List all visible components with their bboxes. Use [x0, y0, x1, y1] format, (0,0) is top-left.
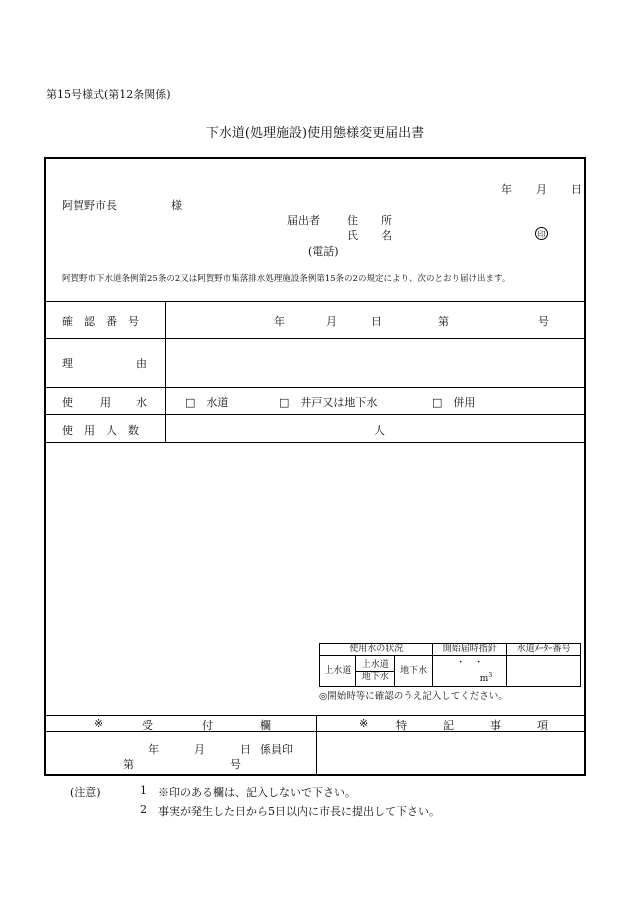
special-header-b: 記 — [443, 719, 454, 732]
name-label-a: 氏 — [347, 229, 358, 242]
confirm-year: 年 — [274, 315, 285, 328]
statement-text: 阿賀野市下水道条例第25条の2又は阿賀野市集落排水処理施設条例第15条の2の規定により、次のとおり届け出ます。 — [62, 274, 511, 284]
special-header-c: 事 — [490, 719, 501, 732]
reception-day: 日 — [240, 743, 251, 756]
meter-cell-josuido: 上水道 — [320, 656, 356, 687]
form-number: 第15号様式(第12条関係) — [46, 88, 171, 101]
honorific: 様 — [171, 199, 182, 212]
rule — [46, 338, 584, 339]
address-label-a: 住 — [347, 214, 358, 227]
reason-label-a: 理 — [62, 357, 73, 370]
reception-mark: ※ — [94, 717, 104, 730]
reception-dai: 第 — [123, 758, 134, 771]
meter-header-status: 使用水の状況 — [320, 644, 433, 656]
confirm-go: 号 — [538, 315, 549, 328]
meter-header-reading: 開始届時指針 — [433, 644, 507, 656]
rule — [46, 387, 584, 388]
checkbox-both[interactable]: □ 併用 — [432, 396, 476, 409]
phone-label: (電話) — [308, 245, 339, 258]
meter-reading-cell[interactable] — [433, 656, 507, 687]
name-label-b: 名 — [381, 229, 392, 242]
reception-go: 号 — [230, 758, 241, 771]
address-label-b: 所 — [381, 214, 392, 227]
meter-cell-mix-top: 上水道 — [356, 660, 393, 672]
column-divider — [316, 715, 317, 776]
meter-unit-sup: 3 — [488, 672, 493, 679]
notes-label: (注意) — [70, 786, 101, 799]
checkbox-well[interactable]: □ 井戸又は地下水 — [279, 396, 378, 409]
confirm-day: 日 — [371, 315, 382, 328]
date-year: 年 — [501, 183, 512, 196]
note-1-text: ※印のある欄は、記入しないで下さい。 — [158, 786, 356, 799]
special-header-a: 特 — [396, 719, 407, 732]
people-label: 使 用 人 数 — [62, 424, 139, 437]
note-2-number: 2 — [140, 803, 147, 816]
meter-reading-unit — [480, 670, 492, 685]
water-label-b: 用 — [100, 396, 111, 409]
meter-number-cell[interactable] — [507, 656, 581, 687]
special-header-d: 項 — [537, 719, 548, 732]
note-2-text: 事実が発生した日から5日以内に市長に提出して下さい。 — [158, 805, 440, 818]
meter-cell-chika: 地下水 — [394, 656, 432, 687]
checkbox-suido[interactable]: □ 水道 — [185, 396, 229, 409]
notifier-label: 届出者 — [287, 214, 320, 227]
reception-header-a: 受 — [142, 719, 153, 732]
page-title: 下水道(処理施設)使用態様変更届出書 — [205, 126, 425, 141]
meter-cell-mix — [356, 656, 394, 687]
rule — [46, 442, 584, 443]
reception-stamp-label: 係員印 — [260, 743, 293, 756]
water-label-a: 使 — [62, 396, 73, 409]
reception-year: 年 — [148, 743, 159, 756]
column-divider — [165, 301, 166, 442]
special-mark: ※ — [359, 717, 369, 730]
water-label-c: 水 — [136, 396, 147, 409]
confirm-number-label: 確 認 番 号 — [62, 315, 139, 328]
meter-table — [319, 643, 581, 687]
confirm-dai: 第 — [438, 315, 449, 328]
form-table — [44, 157, 586, 776]
rule — [46, 301, 584, 302]
reception-month: 月 — [194, 743, 205, 756]
seal-mark: 印 — [535, 227, 548, 240]
reception-header-b: 付 — [202, 719, 213, 732]
meter-note: ◎開始時等に確認のうえ記入してください。 — [319, 691, 508, 702]
rule — [46, 715, 584, 716]
rule — [46, 731, 584, 732]
meter-unit-m: m — [479, 674, 489, 684]
date-month: 月 — [536, 183, 547, 196]
reason-label-b: 由 — [136, 357, 147, 370]
meter-header-number: 水道ﾒｰﾀｰ番号 — [507, 644, 581, 656]
addressee: 阿賀野市長 — [62, 199, 117, 212]
reception-header-c: 欄 — [260, 719, 271, 732]
meter-reading-dots: ・ ・ — [456, 658, 484, 669]
rule — [46, 414, 584, 415]
meter-cell-mix-bottom: 地下水 — [361, 671, 389, 682]
confirm-month: 月 — [326, 315, 337, 328]
people-unit: 人 — [374, 424, 385, 437]
note-1-number: 1 — [140, 784, 147, 797]
date-day: 日 — [571, 183, 582, 196]
